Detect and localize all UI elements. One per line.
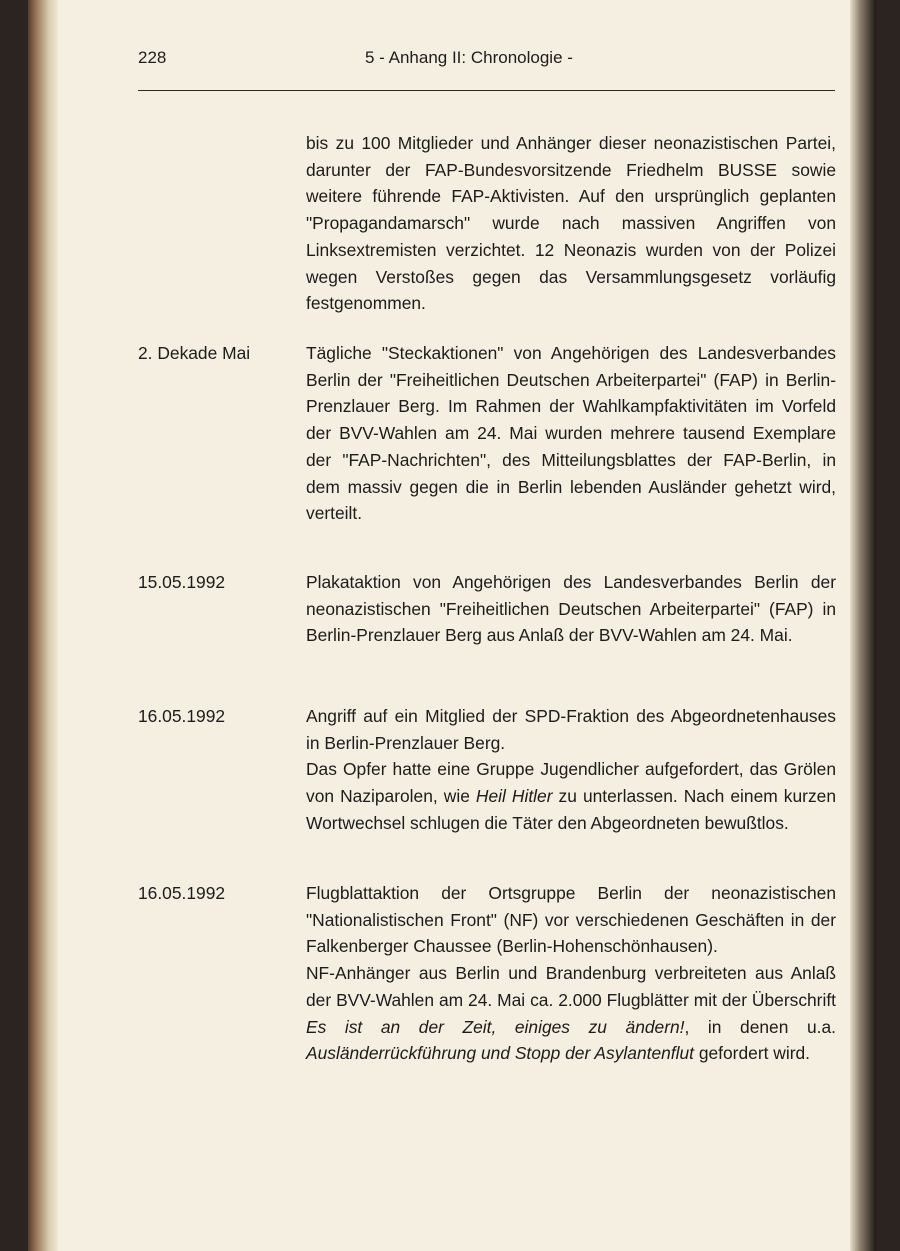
text-run: Angriff auf ein Mitglied der SPD-Fraktion des Abgeordnetenhauses in Berlin-Prenzlauer Berg. xyxy=(306,706,836,753)
text-run: Plakataktion von Angehörigen des Landesverbandes Berlin der neonazistischen "Freiheitlichen Deutschen Arbeiterpartei" (FAP) in Berlin-Prenzlauer Berg aus Anlaß der BVV-Wahlen am 24. Mai. xyxy=(306,572,836,646)
text-run: Das Opfer hatte eine Gruppe Jugendlicher aufgefordert, das Grölen von Naziparolen, wie xyxy=(306,759,836,807)
entry-date: 2. Dekade Mai xyxy=(138,343,251,363)
header-rule xyxy=(138,90,835,91)
entry-paragraph xyxy=(306,880,836,960)
entry-paragraph xyxy=(306,569,836,649)
entry-paragraph xyxy=(306,960,836,1067)
page-number: 228 xyxy=(138,48,167,67)
text-run: , in denen u.a. xyxy=(684,1016,836,1037)
chapter-title: 5 - Anhang II: Chronologie - xyxy=(365,48,573,67)
chronology-entry xyxy=(138,703,842,837)
text-run: Flugblattaktion der Ortsgruppe Berlin der neonazistischen "Nationalistischen Front" (NF) vor verschiedenen Geschäften in der Falkenberger Chaussee (Berlin-Hohenschönhausen). xyxy=(306,883,836,957)
page-header xyxy=(138,48,838,78)
chronology-entry xyxy=(138,569,842,649)
entry-text xyxy=(306,569,836,649)
italic-quote: Heil Hitler xyxy=(475,786,553,807)
entry-date: 16.05.1992 xyxy=(138,883,226,903)
text-run: bis zu 100 Mitglieder und Anhänger dieser neonazistischen Partei, darunter der FAP-Bundesvorsitzende Friedhelm BUSSE sowie weitere führende FAP-Aktivisten. Auf den ursprünglich geplanten "Propagandamarsch" wurde nach massiven Angriffen von Linksextremisten verzichtet. 12 Neonazis wurden von der Polizei wegen Verstoßes gegen das Versammlungsgesetz vorläufig festgenommen. xyxy=(306,133,836,314)
entry-paragraph xyxy=(306,340,836,527)
italic-quote: Ausländerrückführung und Stopp der Asylantenflut xyxy=(306,1043,694,1064)
entry-paragraph xyxy=(306,756,836,836)
chronology-entry xyxy=(138,880,842,1067)
entry-paragraph xyxy=(306,130,836,317)
entry-text xyxy=(306,340,836,527)
entry-date: 16.05.1992 xyxy=(138,706,226,726)
text-run: NF-Anhänger aus Berlin und Brandenburg verbreiteten aus Anlaß der BVV-Wahlen am 24. Mai ca. 2.000 Flugblätter mit der Überschrift xyxy=(306,963,836,1010)
text-run: gefordert wird. xyxy=(694,1043,810,1064)
italic-quote: Es ist an der Zeit, einiges zu ändern! xyxy=(306,1016,685,1037)
chronology-entry xyxy=(138,130,842,317)
entry-paragraph xyxy=(306,703,836,756)
entry-date: 15.05.1992 xyxy=(138,572,226,592)
entry-text xyxy=(306,130,836,317)
text-run: Tägliche "Steckaktionen" von Angehörigen des Landesverbandes Berlin der "Freiheitlichen Deutschen Arbeiterpartei" (FAP) in Berlin-Prenzlauer Berg. Im Rahmen der Wahlkampfaktivitäten im Vorfeld der BVV-Wahlen am 24. Mai wurden mehrere tausend Exemplare der "FAP-Nachrichten", des Mitteilungsblattes der FAP-Berlin, in dem massiv gegen die in Berlin lebenden Ausländer gehetzt wird, verteilt. xyxy=(306,343,836,524)
entry-text xyxy=(306,703,836,837)
chronology-entry xyxy=(138,340,842,527)
text-run: zu unterlassen. Nach einem kurzen Wortwechsel schlugen die Täter den Abgeordneten bewußtlos. xyxy=(306,786,836,833)
book-spine xyxy=(28,0,58,1251)
page-edge-shadow xyxy=(850,0,876,1251)
entry-text xyxy=(306,880,836,1067)
